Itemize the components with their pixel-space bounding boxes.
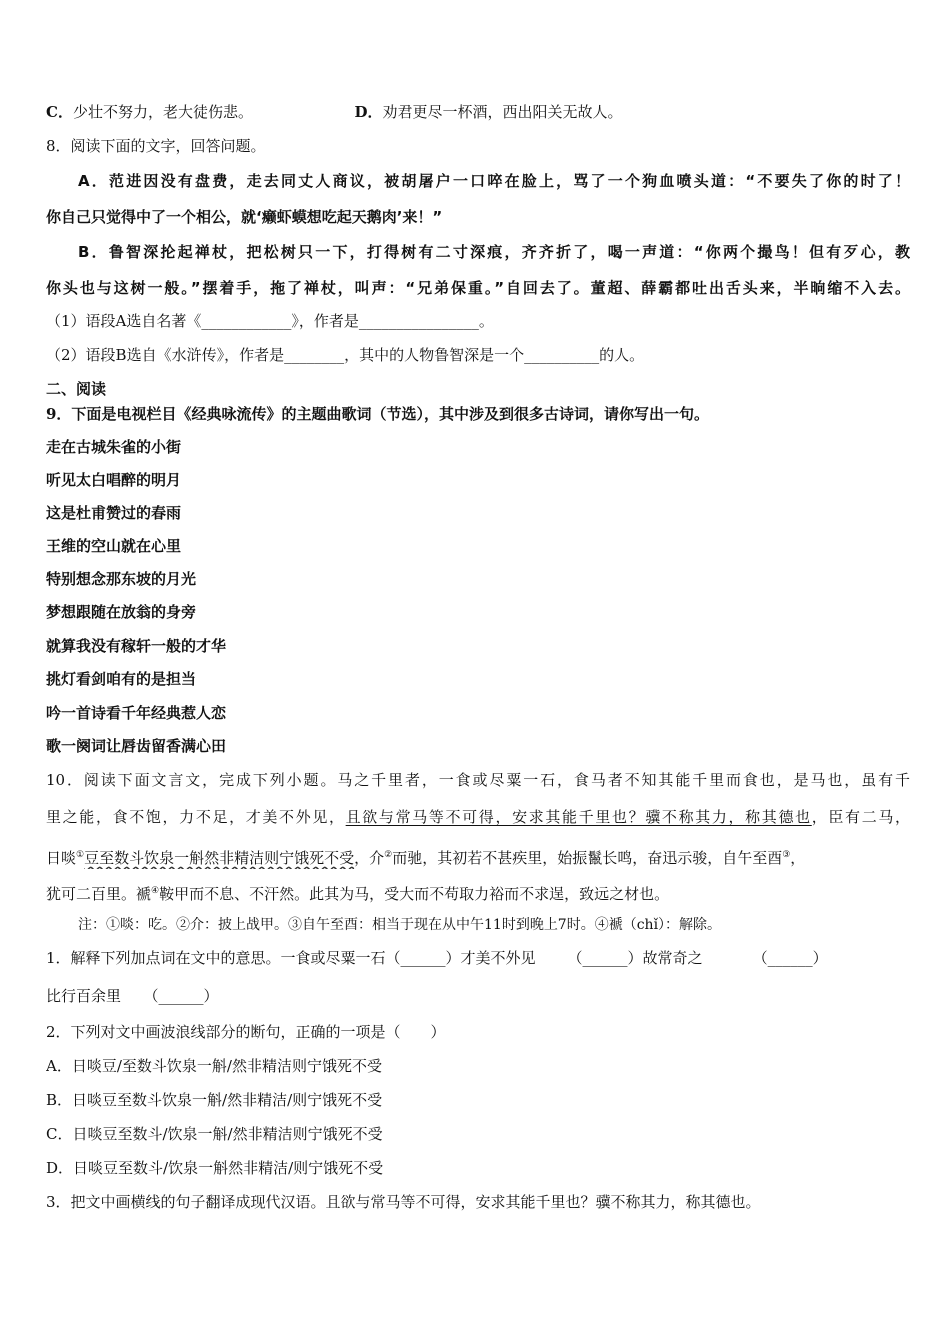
footnote-marker: ② — [384, 850, 393, 860]
q10-passage-line4 — [46, 880, 910, 905]
passage-text: 里之能，食不饱，力不足，才美不外见， — [46, 808, 346, 826]
q10-passage-line1: 10．阅读下面文言文，完成下列小题。马之千里者，一食或尽粟一石，食马者不知其能千里而食也，是马也，虽有千 — [46, 771, 910, 789]
q10-option-b: B．日啖豆至数斗饮泉一斛/然非精洁/则宁饿死不受 — [46, 1091, 383, 1109]
q8-sub2: （2）语段B选自《水浒传》，作者是________，其中的人物鲁智深是一个__________的人。 — [46, 346, 645, 364]
passage-text: 鞍甲而不息、不汗然。此其为马，受大而不苟取力裕而不求逞，致远之材也。 — [159, 885, 670, 903]
lyric-line: 吟一首诗看千年经典惹人恋 — [46, 704, 227, 722]
q10-passage-line3 — [46, 844, 910, 869]
option-d-letter: D． — [354, 103, 383, 121]
sub1-text: （______）故常奇之 — [567, 949, 703, 967]
option-c-text: 少壮不努力，老大徒伤悲。 — [72, 103, 253, 121]
underlined-sentence: 且欲与常马等不可得，安求其能千里也？骥不称其力，称其德也 — [345, 808, 812, 826]
q8-passage-a-line1: A．范进因没有盘费，走去同丈人商议，被胡屠户一口啐在脸上，骂了一个狗血喷头道：“不要失了你的时了！ — [78, 172, 910, 190]
lyric-line: 王维的空山就在心里 — [46, 537, 182, 555]
q8-passage-b-line1: B．鲁智深抡起禅杖，把松树只一下，打得树有二寸深痕，齐齐折了，喝一声道：“你两个撮鸟！但有歹心，教 — [78, 243, 910, 261]
sub1-text: 1．解释下列加点词在文中的意思。一食或尽粟一石（______）才美不外见 — [46, 949, 536, 967]
passage-text: 而驰，其初若不甚疾里，始振鬣长鸣，奋迅示骏，自午至酉 — [392, 849, 783, 867]
lyric-line: 这是杜甫赞过的春雨 — [46, 504, 182, 522]
lyric-line: 走在古城朱雀的小街 — [46, 438, 182, 456]
q10-option-a: A．日啖豆/至数斗饮泉一斛/然非精洁则宁饿死不受 — [46, 1057, 382, 1075]
lyric-line: 就算我没有稼轩一般的才华 — [46, 637, 227, 655]
passage-text: 日啖 — [46, 849, 77, 867]
section-heading-reading: 二、阅读 — [46, 380, 107, 398]
q8-passage-b-line2: 你头也与这树一般。”摆着手，拖了禅杖，叫声：“兄弟保重。”自回去了。董超、薛霸都吐出舌头来，半晌缩不入去。 — [46, 279, 910, 297]
passage-text: ，臣有二马， — [811, 808, 910, 826]
q8-stem: 8．阅读下面的文字，回答问题。 — [46, 137, 266, 155]
lyric-line: 特别想念那东坡的月光 — [46, 570, 197, 588]
option-d-text: 劝君更尽一杯酒，西出阳关无故人。 — [382, 103, 623, 121]
footnote-marker: ④ — [151, 886, 160, 896]
option-c-letter: C． — [46, 103, 73, 121]
passage-text: ，介 — [354, 849, 385, 867]
passage-text: 犹可二百里。褫 — [46, 885, 152, 903]
footnote-marker: ③ — [782, 850, 791, 860]
q10-sub1-line2: 比行百余里 （______） — [46, 987, 219, 1005]
q10-passage-line2 — [46, 806, 910, 828]
q8-sub1: （1）语段A选自名著《____________》，作者是________________。 — [46, 312, 494, 330]
sub1-text: （______） — [752, 949, 828, 967]
wavy-underlined-text: 豆至数斗饮泉一斛然非精洁则宁饿死不受 — [84, 849, 355, 867]
q9-stem: 9．下面是电视栏目《经典咏流传》的主题曲歌词（节选），其中涉及到很多古诗词，请你写出一句。 — [46, 405, 709, 423]
passage-text: ， — [790, 849, 806, 867]
lyric-line: 梦想跟随在放翁的身旁 — [46, 603, 197, 621]
lyric-line: 听见太白唱醉的明月 — [46, 471, 182, 489]
q10-sub1-line1 — [46, 947, 910, 969]
q10-sub2-stem: 2．下列对文中画波浪线部分的断句，正确的一项是（ ） — [46, 1023, 446, 1041]
q10-sub3: 3．把文中画横线的句子翻译成现代汉语。且欲与常马等不可得，安求其能千里也？骥不称其力，称其德也。 — [46, 1193, 761, 1211]
q10-option-d: D．日啖豆至数斗/饮泉一斛然非精洁/则宁饿死不受 — [46, 1159, 384, 1177]
lyric-line: 挑灯看剑咱有的是担当 — [46, 670, 197, 688]
q10-option-c: C．日啖豆至数斗/饮泉一斛/然非精洁则宁饿死不受 — [46, 1125, 383, 1143]
lyric-line: 歌一阕词让唇齿留香满心田 — [46, 737, 227, 755]
footnote-marker: ① — [76, 850, 85, 860]
q10-footnote: 注：①啖：吃。②介：披上战甲。③自午至酉：相当于现在从中午11时到晚上7时。④褫（chǐ）：解除。 — [78, 917, 722, 933]
q8-passage-a-line2: 你自己只觉得中了一个相公，就‘癞虾蟆想吃起天鹅肉’来！” — [46, 208, 443, 226]
q7-options-row — [46, 101, 910, 123]
